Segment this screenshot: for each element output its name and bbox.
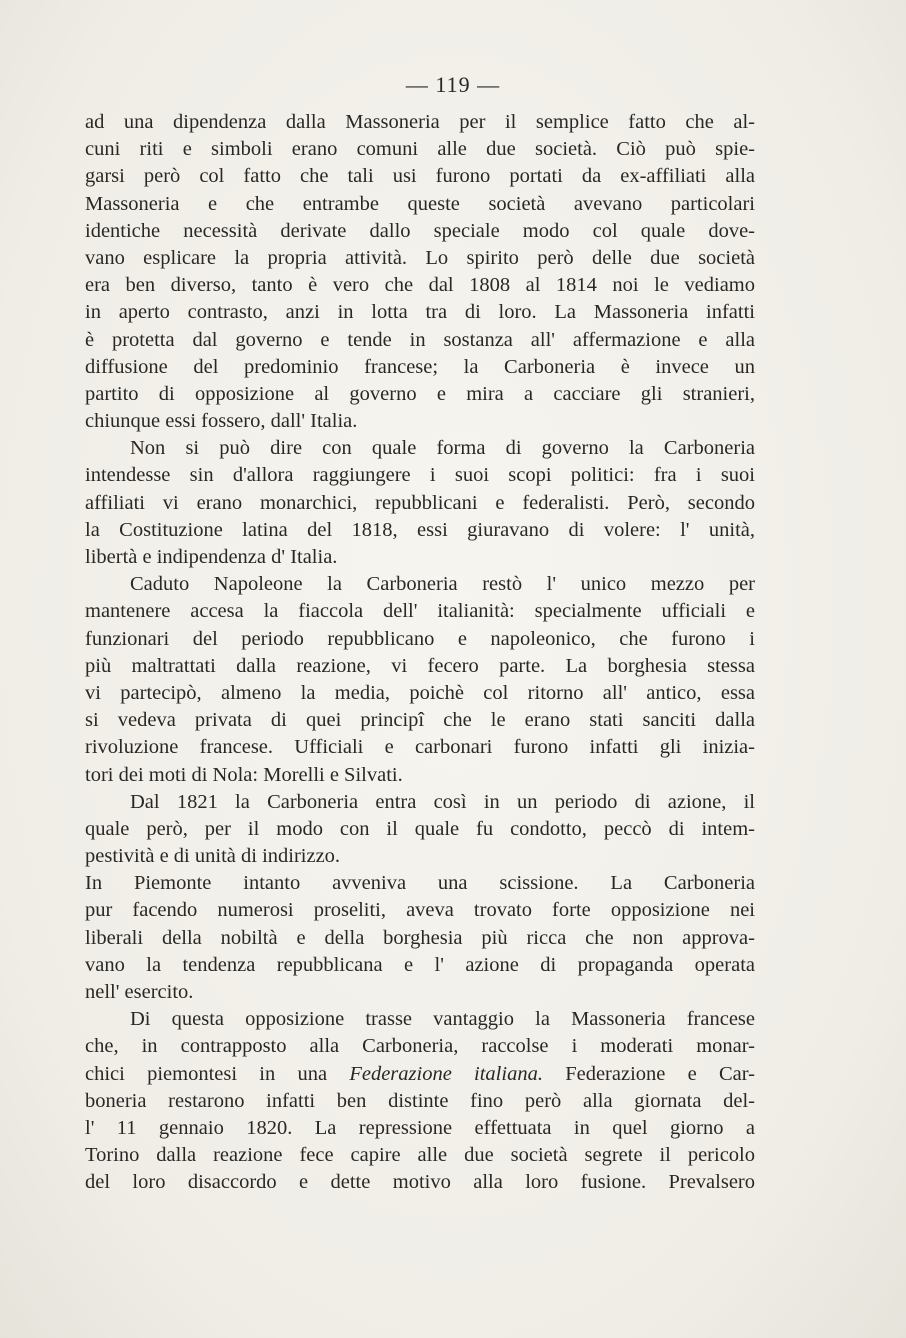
text-line: tori dei moti di Nola: Morelli e Silvati.	[85, 763, 403, 786]
text-line: rivoluzione francese. Ufficiali e carbonari furono infatti gli inizia-	[85, 736, 755, 759]
paragraph	[85, 1006, 755, 1196]
text-segment: chici piemontesi in una	[85, 1062, 350, 1085]
text-line: In Piemonte intanto avveniva una scissione. La Carboneria	[85, 872, 755, 895]
text-line: intendesse sin d'allora raggiungere i suoi scopi politici: fra i suoi	[85, 464, 755, 487]
text-line: partito di opposizione al governo e mira a cacciare gli stranieri,	[85, 382, 755, 405]
paragraph	[85, 571, 755, 789]
text-segment: Federazione e Car-	[542, 1062, 755, 1085]
text-line: vano esplicare la propria attività. Lo spirito però delle due società	[85, 246, 755, 269]
text-line: Torino dalla reazione fece capire alle due società segrete il pericolo	[85, 1144, 755, 1167]
page-number: — 119 —	[405, 72, 501, 97]
text-line: libertà e indipendenza d' Italia.	[85, 546, 338, 568]
italic-title: Federazione italiana.	[349, 1062, 543, 1085]
text-line: la Costituzione latina del 1818, essi giuravano di volere: l' unità,	[85, 518, 755, 541]
text-line: identiche necessità derivate dallo speciale modo col quale dove-	[85, 219, 755, 242]
text-line: quale però, per il modo con il quale fu condotto, peccò di intem-	[85, 817, 755, 840]
paragraph	[85, 789, 755, 871]
text-line: Massoneria e che entrambe queste società avevano particolari	[85, 192, 755, 215]
text-line: era ben diverso, tanto è vero che dal 1808 al 1814 noi le vediamo	[85, 274, 755, 297]
text-line: in aperto contrasto, anzi in lotta tra di loro. La Massoneria infatti	[85, 301, 755, 324]
text-line: chiunque essi fossero, dall' Italia.	[85, 410, 358, 433]
text-line: pestività e di unità di indirizzo.	[85, 845, 341, 868]
text-line: mantenere accesa la fiaccola dell' italianità: specialmente ufficiali e	[85, 600, 755, 623]
text-line: Non si può dire con quale forma di governo la Carboneria	[130, 437, 755, 460]
text-line: liberali della nobiltà e della borghesia più ricca che non approva-	[85, 926, 755, 949]
text-line: diffusione del predominio francese; la Carboneria è invece un	[85, 355, 755, 378]
body-text	[85, 109, 755, 1197]
text-line: Dal 1821 la Carboneria entra così in un periodo di azione, il	[130, 790, 755, 813]
text-line: l' 11 gennaio 1820. La repressione effettuata in quel giorno a	[85, 1116, 755, 1139]
text-line: Caduto Napoleone la Carboneria restò l' unico mezzo per	[130, 573, 755, 596]
text-line: pur facendo numerosi proseliti, aveva trovato forte opposizione nei	[85, 899, 755, 922]
paragraph	[85, 435, 755, 571]
text-line: che, in contrapposto alla Carboneria, raccolse i moderati monar-	[85, 1035, 755, 1058]
text-line: affiliati vi erano monarchici, repubblicani e federalisti. Però, secondo	[85, 491, 755, 514]
text-line: vano la tendenza repubblicana e l' azione di propaganda operata	[85, 953, 755, 976]
text-line: boneria restarono infatti ben distinte fino però alla giornata del-	[85, 1089, 755, 1112]
text-line: più maltrattati dalla reazione, vi fecero parte. La borghesia stessa	[85, 654, 755, 677]
text-line: ad una dipendenza dalla Massoneria per il semplice fatto che al-	[85, 111, 755, 133]
text-line: è protetta dal governo e tende in sostanza all' affermazione e alla	[85, 328, 755, 351]
text-line: del loro disaccordo e dette motivo alla loro fusione. Prevalsero	[85, 1171, 755, 1194]
text-line: si vedeva privata di quei principî che le erano stati sanciti dalla	[85, 709, 755, 732]
paragraph	[85, 109, 755, 435]
text-line: cuni riti e simboli erano comuni alle due società. Ciò può spie-	[85, 138, 755, 161]
text-line: nell' esercito.	[85, 981, 194, 1003]
text-line: Di questa opposizione trasse vantaggio la Massoneria francese	[130, 1008, 755, 1031]
text-line: garsi però col fatto che tali usi furono portati da ex-affiliati alla	[85, 165, 755, 188]
text-line: funzionari del periodo repubblicano e napoleonico, che furono i	[85, 627, 755, 650]
text-line: vi partecipò, almeno la media, poichè col ritorno all' antico, essa	[85, 681, 755, 704]
paragraph	[85, 870, 755, 1006]
text-line	[85, 1061, 755, 1088]
